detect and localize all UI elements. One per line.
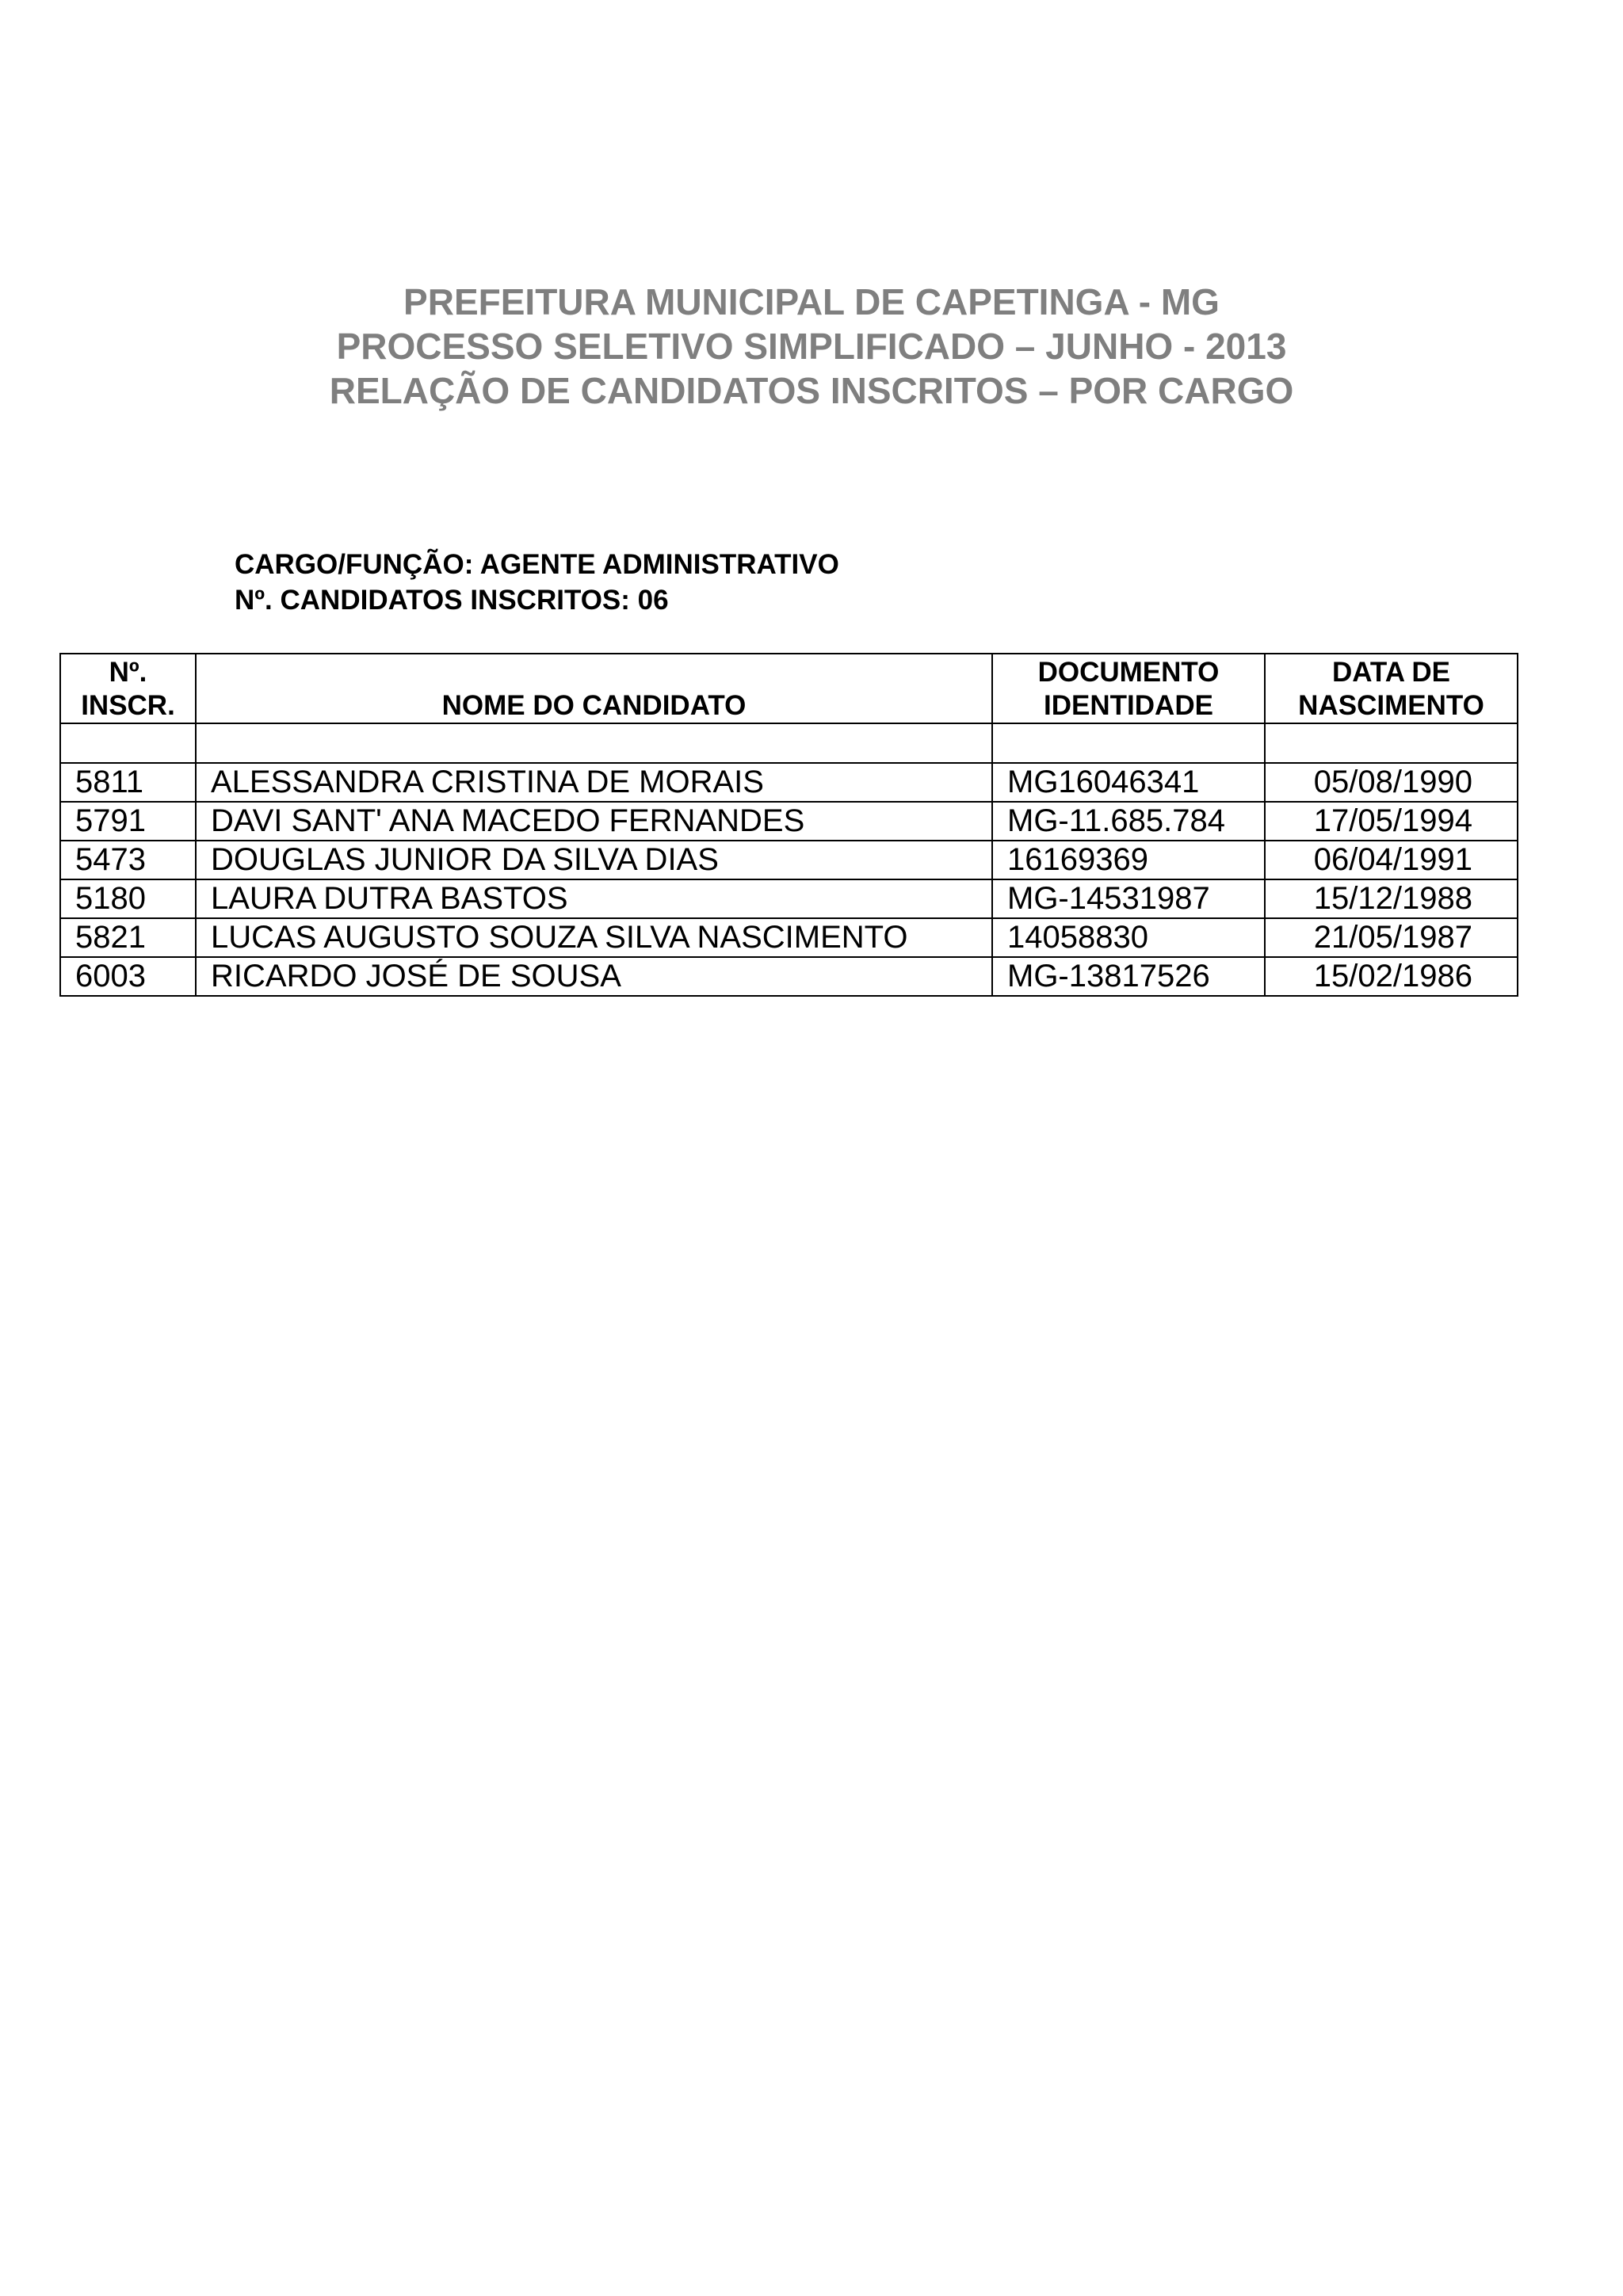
- cargo-inscritos: Nº. CANDIDATOS INSCRITOS: 06: [235, 585, 669, 616]
- spacer-cell: [992, 723, 1265, 763]
- cargo-info: [235, 547, 839, 618]
- header-subtitle: PROCESSO SELETIVO SIMPLIFICADO – JUNHO - 2013: [336, 326, 1287, 367]
- spacer-cell: [196, 723, 992, 763]
- cell-documento: 16169369: [992, 841, 1265, 879]
- header-inscricao-line2: INSCR.: [81, 690, 175, 721]
- cell-inscricao: 5791: [60, 802, 196, 841]
- cell-documento: MG-14531987: [992, 879, 1265, 918]
- header-nascimento: [1265, 654, 1518, 723]
- table-row: [60, 841, 1518, 879]
- cargo-funcao: CARGO/FUNÇÃO: AGENTE ADMINISTRATIVO: [235, 549, 839, 580]
- cell-nascimento: 17/05/1994: [1265, 802, 1518, 841]
- table-row: [60, 763, 1518, 802]
- cell-nome: ALESSANDRA CRISTINA DE MORAIS: [196, 763, 992, 802]
- table-row: [60, 802, 1518, 841]
- header-documento: [992, 654, 1265, 723]
- cell-nome: DAVI SANT' ANA MACEDO FERNANDES: [196, 802, 992, 841]
- candidates-table: [59, 653, 1518, 997]
- table-header-row: [60, 654, 1518, 723]
- spacer-cell: [1265, 723, 1518, 763]
- cell-nascimento: 15/02/1986: [1265, 957, 1518, 996]
- cell-nome: LAURA DUTRA BASTOS: [196, 879, 992, 918]
- table-row: [60, 957, 1518, 996]
- header-title: PREFEITURA MUNICIPAL DE CAPETINGA - MG: [403, 281, 1220, 322]
- cell-inscricao: 5180: [60, 879, 196, 918]
- cell-inscricao: 5821: [60, 918, 196, 957]
- table-row: [60, 918, 1518, 957]
- cell-nascimento: 06/04/1991: [1265, 841, 1518, 879]
- cell-nome: LUCAS AUGUSTO SOUZA SILVA NASCIMENTO: [196, 918, 992, 957]
- cell-documento: MG16046341: [992, 763, 1265, 802]
- header-documento-line2: IDENTIDADE: [1044, 690, 1213, 721]
- header-nascimento-line2: NASCIMENTO: [1298, 690, 1484, 721]
- header-description: RELAÇÃO DE CANDIDATOS INSCRITOS – POR CARGO: [329, 370, 1294, 411]
- cell-nascimento: 15/12/1988: [1265, 879, 1518, 918]
- cell-documento: 14058830: [992, 918, 1265, 957]
- cell-documento: MG-11.685.784: [992, 802, 1265, 841]
- document-header: [0, 280, 1623, 413]
- header-inscricao: [60, 654, 196, 723]
- table-row: [60, 879, 1518, 918]
- cell-nascimento: 05/08/1990: [1265, 763, 1518, 802]
- header-nascimento-line1: DATA DE: [1331, 657, 1451, 688]
- header-nome: [196, 654, 992, 723]
- table-spacer-row: [60, 723, 1518, 763]
- cell-nome: DOUGLAS JUNIOR DA SILVA DIAS: [196, 841, 992, 879]
- cell-inscricao: 6003: [60, 957, 196, 996]
- cell-nascimento: 21/05/1987: [1265, 918, 1518, 957]
- header-nome-label: NOME DO CANDIDATO: [441, 690, 747, 721]
- cell-inscricao: 5811: [60, 763, 196, 802]
- cell-nome: RICARDO JOSÉ DE SOUSA: [196, 957, 992, 996]
- header-documento-line1: DOCUMENTO: [1037, 657, 1220, 688]
- spacer-cell: [60, 723, 196, 763]
- cell-inscricao: 5473: [60, 841, 196, 879]
- cell-documento: MG-13817526: [992, 957, 1265, 996]
- header-inscricao-line1: Nº.: [109, 657, 147, 688]
